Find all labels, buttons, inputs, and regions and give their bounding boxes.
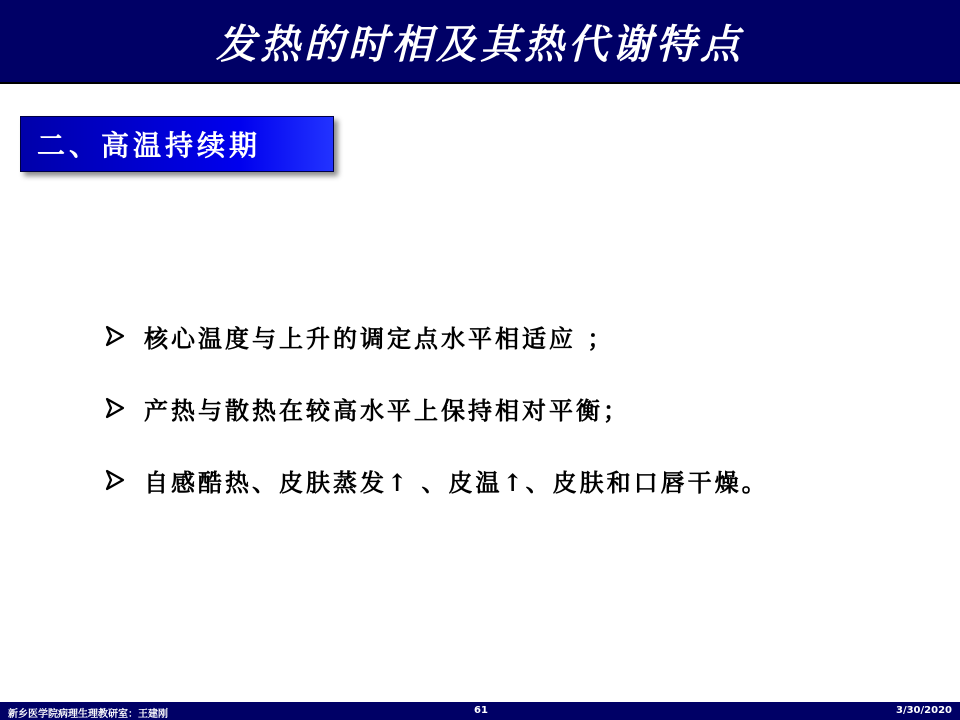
section-heading: 二、高温持续期 <box>37 129 262 162</box>
footer-department: 新乡医学院病理生理教研室：王建刚 <box>8 709 168 720</box>
slide-title: 发热的时相及其热代谢特点 <box>216 20 744 68</box>
arrowhead-bullet-icon <box>104 469 126 491</box>
title-bar <box>0 0 960 84</box>
section-heading-box <box>20 116 334 172</box>
page-number: 61 <box>474 705 488 716</box>
footer-bar <box>0 702 960 720</box>
list-item <box>104 460 924 500</box>
list-item <box>104 316 924 356</box>
footer-date: 3/30/2020 <box>895 705 952 716</box>
list-item <box>104 388 924 428</box>
arrowhead-bullet-icon <box>104 325 126 347</box>
arrowhead-bullet-icon <box>104 397 126 419</box>
bullet-text: 产热与散热在较高水平上保持相对平衡； <box>144 395 630 425</box>
bullet-text: 自感酷热、皮肤蒸发↑ 、皮温↑、皮肤和口唇干燥。 <box>144 467 769 497</box>
bullet-text: 核心温度与上升的调定点水平相适应 ； <box>144 323 615 353</box>
bullet-list <box>104 316 924 532</box>
